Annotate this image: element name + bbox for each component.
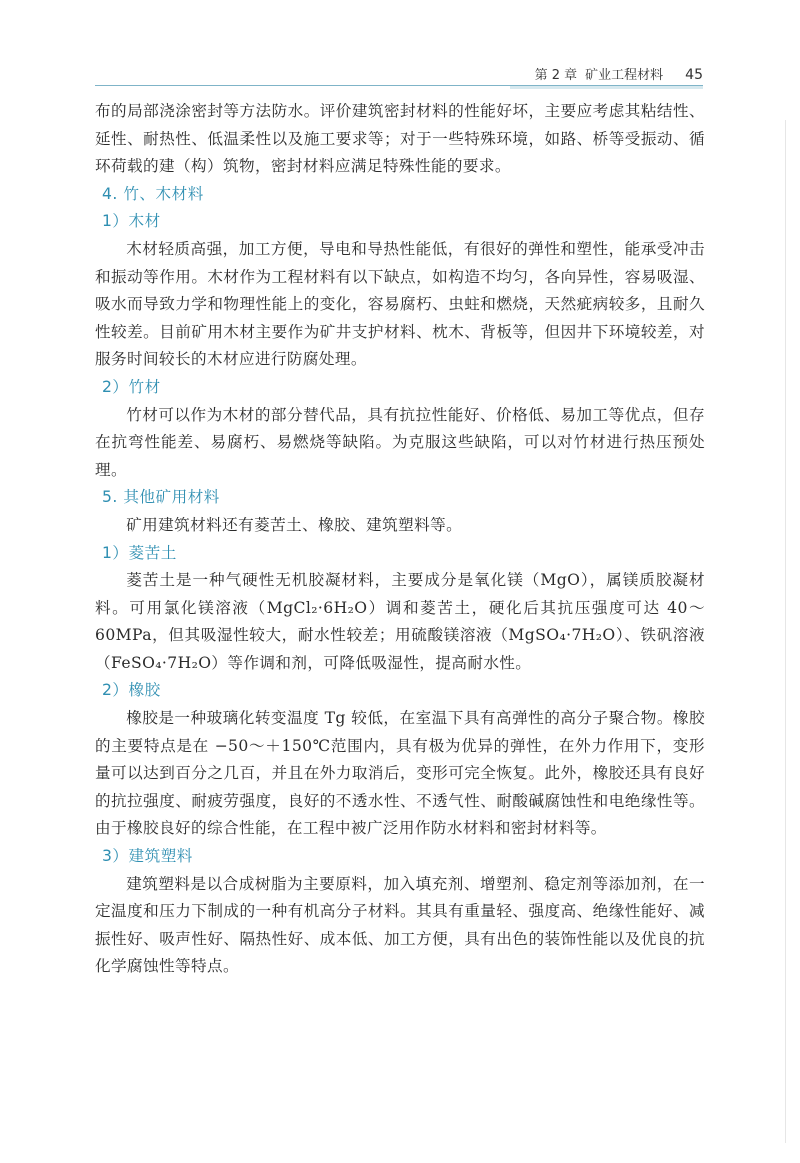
- subheading-magnesia: 1）菱苦土: [102, 543, 177, 562]
- chapter-title: 矿业工程材料: [585, 68, 664, 83]
- subheading-rubber: 2）橡胶: [102, 681, 161, 700]
- subheading-plastics: 3）建筑塑料: [102, 847, 193, 866]
- paragraph-wood: 木材轻质高强，加工方便，导电和导热性能低，有很好的弹性和塑性，能承受冲击和振动等作用。木材作为工程材料有以下缺点，如构造不均匀，各向异性，容易吸湿、吸水而导致力学和物理性能上的变化，容易腐朽、虫蛀和燃烧，天然疵病较多，且耐久性较差。目前矿用木材主要作为矿井支护材料、枕木、背板等，但因井下环境较差，对服务时间较长的木材应进行防腐处理。: [95, 239, 705, 369]
- intro-paragraph: 布的局部浇涂密封等方法防水。评价建筑密封材料的性能好坏，主要应考虑其粘结性、延性、耐热性、低温柔性以及施工要求等；对于一些特殊环境，如路、桥等受振动、循环荷载的建（构）筑物，密封材料应满足特殊性能的要求。: [95, 102, 705, 176]
- paragraph-magnesia: 菱苦土是一种气硬性无机胶凝材料，主要成分是氧化镁（MgO），属镁质胶凝材料。可用氯化镁溶液（MgCl₂·6H₂O）调和菱苦土，硬化后其抗压强度可达 40～60MPa，但其吸湿性较大，耐水性较差；用硫酸镁溶液（MgSO₄·7H₂O）、铁矾溶液（FeSO₄·7H₂O）等作调和剂，可降低吸湿性，提高耐水性。: [95, 571, 705, 672]
- paragraph-plastics: 建筑塑料是以合成树脂为主要原料，加入填充剂、增塑剂、稳定剂等添加剂，在一定温度和压力下制成的一种有机高分子材料。其具有重量轻、强度高、绝缘性能好、减振性好、吸声性好、隔热性好、成本低、加工方便，具有出色的装饰性能以及优良的抗化学腐蚀性等特点。: [95, 874, 705, 976]
- header-rule-shade: [510, 86, 703, 89]
- page-edge-shadow: [785, 120, 786, 1143]
- subheading-bamboo: 2）竹材: [102, 377, 161, 396]
- page-body: [95, 98, 705, 981]
- section-heading-bamboo-wood: 4. 竹、木材料: [102, 184, 204, 203]
- page-header: [95, 58, 703, 86]
- paragraph-bamboo: 竹材可以作为木材的部分替代品，具有抗拉性能好、价格低、易加工等优点，但存在抗弯性能差、易腐朽、易燃烧等缺陷。为克服这些缺陷，可以对竹材进行热压预处理。: [95, 405, 705, 479]
- paragraph-other-intro: 矿用建筑材料还有菱苦土、橡胶、建筑塑料等。: [126, 515, 463, 534]
- page-number: 45: [685, 67, 703, 83]
- chapter-label: 第 2 章: [534, 68, 578, 83]
- section-heading-other-materials: 5. 其他矿用材料: [102, 488, 220, 507]
- subheading-wood: 1）木材: [102, 212, 161, 231]
- running-head: [535, 64, 703, 83]
- paragraph-rubber: 橡胶是一种玻璃化转变温度 Tg 较低，在室温下具有高弹性的高分子聚合物。橡胶的主要特点是在 −50～＋150℃范围内，具有极为优异的弹性，在外力作用下，变形量可以达到百分之几百，并且在外力取消后，变形可完全恢复。此外，橡胶还具有良好的抗拉强度、耐疲劳强度，良好的不透水性、不透气性、耐酸碱腐蚀性和电绝缘性等。由于橡胶良好的综合性能，在工程中被广泛用作防水材料和密封材料等。: [95, 709, 705, 838]
